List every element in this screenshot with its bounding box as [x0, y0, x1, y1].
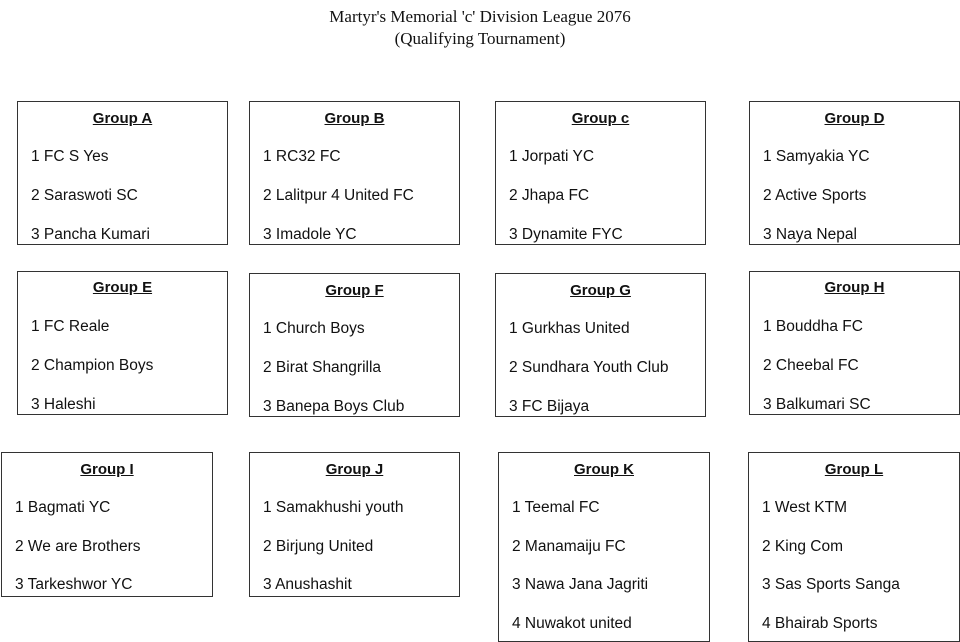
group-k-team-1: 1 Teemal FC	[512, 499, 600, 516]
group-l-team-1: 1 West KTM	[762, 499, 847, 516]
group-a-team-3: 3 Pancha Kumari	[31, 226, 150, 243]
group-h-team-3: 3 Balkumari SC	[763, 396, 871, 413]
group-c-team-3: 3 Dynamite FYC	[509, 226, 623, 243]
group-i-team-1: 1 Bagmati YC	[15, 499, 111, 516]
group-b-box	[249, 101, 460, 245]
group-d-team-1: 1 Samyakia YC	[763, 148, 870, 165]
group-f-box	[249, 273, 460, 417]
group-d-title: Group D	[824, 110, 885, 127]
group-a-box	[17, 101, 228, 245]
group-g-team-3: 3 FC Bijaya	[509, 398, 590, 415]
group-l-box	[748, 452, 960, 642]
group-k-title: Group K	[574, 461, 634, 478]
group-c-title: Group c	[571, 110, 630, 127]
group-g-box	[495, 273, 706, 417]
group-f-team-2: 2 Birat Shangrilla	[263, 359, 382, 376]
group-f-team-1: 1 Church Boys	[263, 320, 365, 337]
group-a-team-1: 1 FC S Yes	[31, 148, 109, 165]
group-e-team-2: 2 Champion Boys	[31, 357, 154, 374]
group-h-box	[749, 271, 960, 415]
group-l-team-2: 2 King Com	[762, 538, 843, 555]
group-c-team-2: 2 Jhapa FC	[509, 187, 590, 204]
group-f-team-3: 3 Banepa Boys Club	[263, 398, 405, 415]
group-a-title: Group A	[92, 110, 153, 127]
group-g-team-1: 1 Gurkhas United	[509, 320, 630, 337]
group-k-team-2: 2 Manamaiju FC	[512, 538, 626, 555]
group-e-box	[17, 271, 228, 415]
group-g-title: Group G	[570, 282, 631, 299]
group-l-team-4: 4 Bhairab Sports	[762, 615, 878, 632]
page-subtitle: (Qualifying Tournament)	[394, 29, 566, 48]
group-k-team-4: 4 Nuwakot united	[512, 615, 632, 632]
group-e-team-1: 1 FC Reale	[31, 318, 110, 335]
group-c-team-1: 1 Jorpati YC	[509, 148, 595, 165]
group-d-team-2: 2 Active Sports	[763, 187, 867, 204]
group-h-team-1: 1 Bouddha FC	[763, 318, 863, 335]
group-d-box	[749, 101, 960, 245]
group-e-team-3: 3 Haleshi	[31, 396, 96, 413]
group-i-title: Group I	[80, 461, 134, 478]
page-title: Martyr's Memorial 'c' Division League 2076	[329, 7, 631, 26]
group-l-title: Group L	[824, 461, 884, 478]
group-j-team-3: 3 Anushashit	[263, 576, 352, 593]
group-d-team-3: 3 Naya Nepal	[763, 226, 857, 243]
group-i-box	[1, 452, 213, 597]
group-c-box	[495, 101, 706, 245]
group-h-team-2: 2 Cheebal FC	[763, 357, 859, 374]
group-l-team-3: 3 Sas Sports Sanga	[762, 576, 900, 593]
group-j-team-2: 2 Birjung United	[263, 538, 374, 555]
group-b-team-2: 2 Lalitpur 4 United FC	[263, 187, 414, 204]
group-j-team-1: 1 Samakhushi youth	[263, 499, 404, 516]
group-j-box	[249, 452, 460, 597]
group-k-box	[498, 452, 710, 642]
group-i-team-2: 2 We are Brothers	[15, 538, 141, 555]
group-b-team-3: 3 Imadole YC	[263, 226, 357, 243]
group-b-team-1: 1 RC32 FC	[263, 148, 341, 165]
group-b-title: Group B	[324, 110, 385, 127]
group-e-title: Group E	[92, 279, 153, 296]
group-j-title: Group J	[325, 461, 384, 478]
group-h-title: Group H	[824, 279, 885, 296]
group-i-team-3: 3 Tarkeshwor YC	[15, 576, 133, 593]
group-f-title: Group F	[325, 282, 384, 299]
group-a-team-2: 2 Saraswoti SC	[31, 187, 138, 204]
group-g-team-2: 2 Sundhara Youth Club	[509, 359, 669, 376]
group-k-team-3: 3 Nawa Jana Jagriti	[512, 576, 649, 593]
